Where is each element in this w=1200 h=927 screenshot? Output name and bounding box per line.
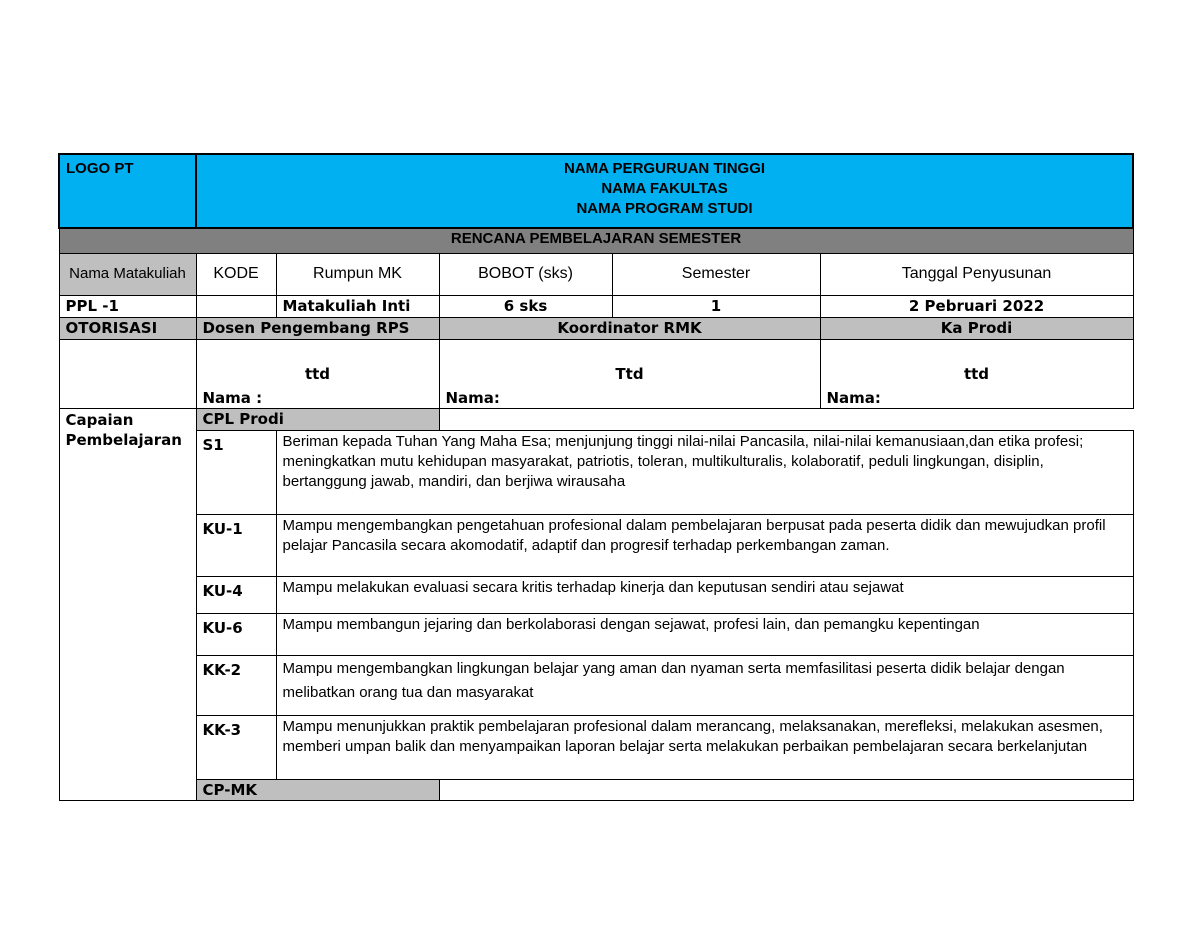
cpl-code: KK-2	[196, 655, 276, 715]
cpl-prodi-blank	[439, 408, 1133, 430]
document-title: RENCANA PEMBELAJARAN SEMESTER	[59, 228, 1133, 253]
cpl-code: KU-1	[196, 514, 276, 576]
cpl-text: Mampu mengembangkan pengetahuan profesional dalam pembelajaran berpusat pada peserta didik dan mewujudkan profil pelajar Pancasila secara akomodatif, adaptif dan progresif terhadap perkembangan zaman.	[276, 514, 1133, 576]
cpl-text: Mampu mengembangkan lingkungan belajar yang aman dan nyaman serta memfasilitasi peserta didik belajar dengan melibatkan orang tua dan masyarakat	[276, 655, 1133, 715]
signature-koordinator	[439, 339, 820, 408]
cpl-code: KU-6	[196, 613, 276, 655]
course-name: PPL -1	[59, 295, 196, 317]
nama-dosen: Nama :	[202, 388, 263, 407]
cpl-text: Beriman kepada Tuhan Yang Maha Esa; menjunjung tinggi nilai-nilai Pancasila, nilai-nilai kemanusiaan,dan etika profesi; meningkatkan mutu kehidupan masyarakat, patriotis, toleran, multikulturalis, kolaboratif, peduli lingkungan, disiplin, bertanggung jawab, mandiri, dan berjiwa wirausaha	[276, 430, 1133, 514]
logo-placeholder: LOGO PT	[59, 154, 196, 228]
col-semester: Semester	[612, 253, 820, 295]
cp-mk-label: CP-MK	[196, 779, 439, 800]
signature-dosen	[196, 339, 439, 408]
university-name: NAMA PERGURUAN TINGGI	[563, 160, 766, 177]
course-semester: 1	[612, 295, 820, 317]
cpl-text: Mampu membangun jejaring dan berkolaborasi dengan sejawat, profesi lain, dan pemangku kepentingan	[276, 613, 1133, 655]
nama-kaprodi: Nama:	[826, 388, 881, 407]
col-tanggal-penyusunan: Tanggal Penyusunan	[820, 253, 1133, 295]
cpl-code: KU-4	[196, 576, 276, 613]
ttd-dosen: ttd	[304, 364, 331, 383]
signature-kaprodi	[820, 339, 1133, 408]
koordinator-rmk-label: Koordinator RMK	[439, 317, 820, 339]
cpl-text: Mampu menunjukkan praktik pembelajaran profesional dalam merancang, melaksanakan, merefleksi, melakukan asesmen, memberi umpan balik dan menyampaikan laporan belajar serta melakukan perbaikan pembelajaran secara berkelanjutan	[276, 715, 1133, 779]
ka-prodi-label: Ka Prodi	[820, 317, 1133, 339]
study-program-name: NAMA PROGRAM STUDI	[576, 200, 753, 217]
col-rumpun-mk: Rumpun MK	[276, 253, 439, 295]
cpl-text: Mampu melakukan evaluasi secara kritis terhadap kinerja dan keputusan sendiri atau sejawat	[276, 576, 1133, 613]
cpl-code: S1	[196, 430, 276, 514]
ttd-koordinator: Ttd	[615, 364, 644, 383]
cpl-prodi-label: CPL Prodi	[196, 408, 439, 430]
capaian-pembelajaran-label: Capaian Pembelajaran	[59, 408, 196, 800]
ttd-kaprodi: ttd	[963, 364, 990, 383]
col-kode: KODE	[196, 253, 276, 295]
col-bobot: BOBOT (sks)	[439, 253, 612, 295]
otorisasi-label: OTORISASI	[59, 317, 196, 339]
cp-mk-blank	[439, 779, 1133, 800]
cpl-code: KK-3	[196, 715, 276, 779]
dosen-pengembang-label: Dosen Pengembang RPS	[196, 317, 439, 339]
signature-spacer	[59, 339, 196, 408]
rps-table	[58, 153, 1134, 801]
col-nama-matakuliah: Nama Matakuliah	[59, 253, 196, 295]
nama-koordinator: Nama:	[445, 388, 500, 407]
faculty-name: NAMA FAKULTAS	[601, 180, 728, 197]
course-code	[196, 295, 276, 317]
course-rumpun: Matakuliah Inti	[276, 295, 439, 317]
course-bobot: 6 sks	[439, 295, 612, 317]
institution-header	[196, 154, 1133, 228]
course-tanggal: 2 Pebruari 2022	[820, 295, 1133, 317]
